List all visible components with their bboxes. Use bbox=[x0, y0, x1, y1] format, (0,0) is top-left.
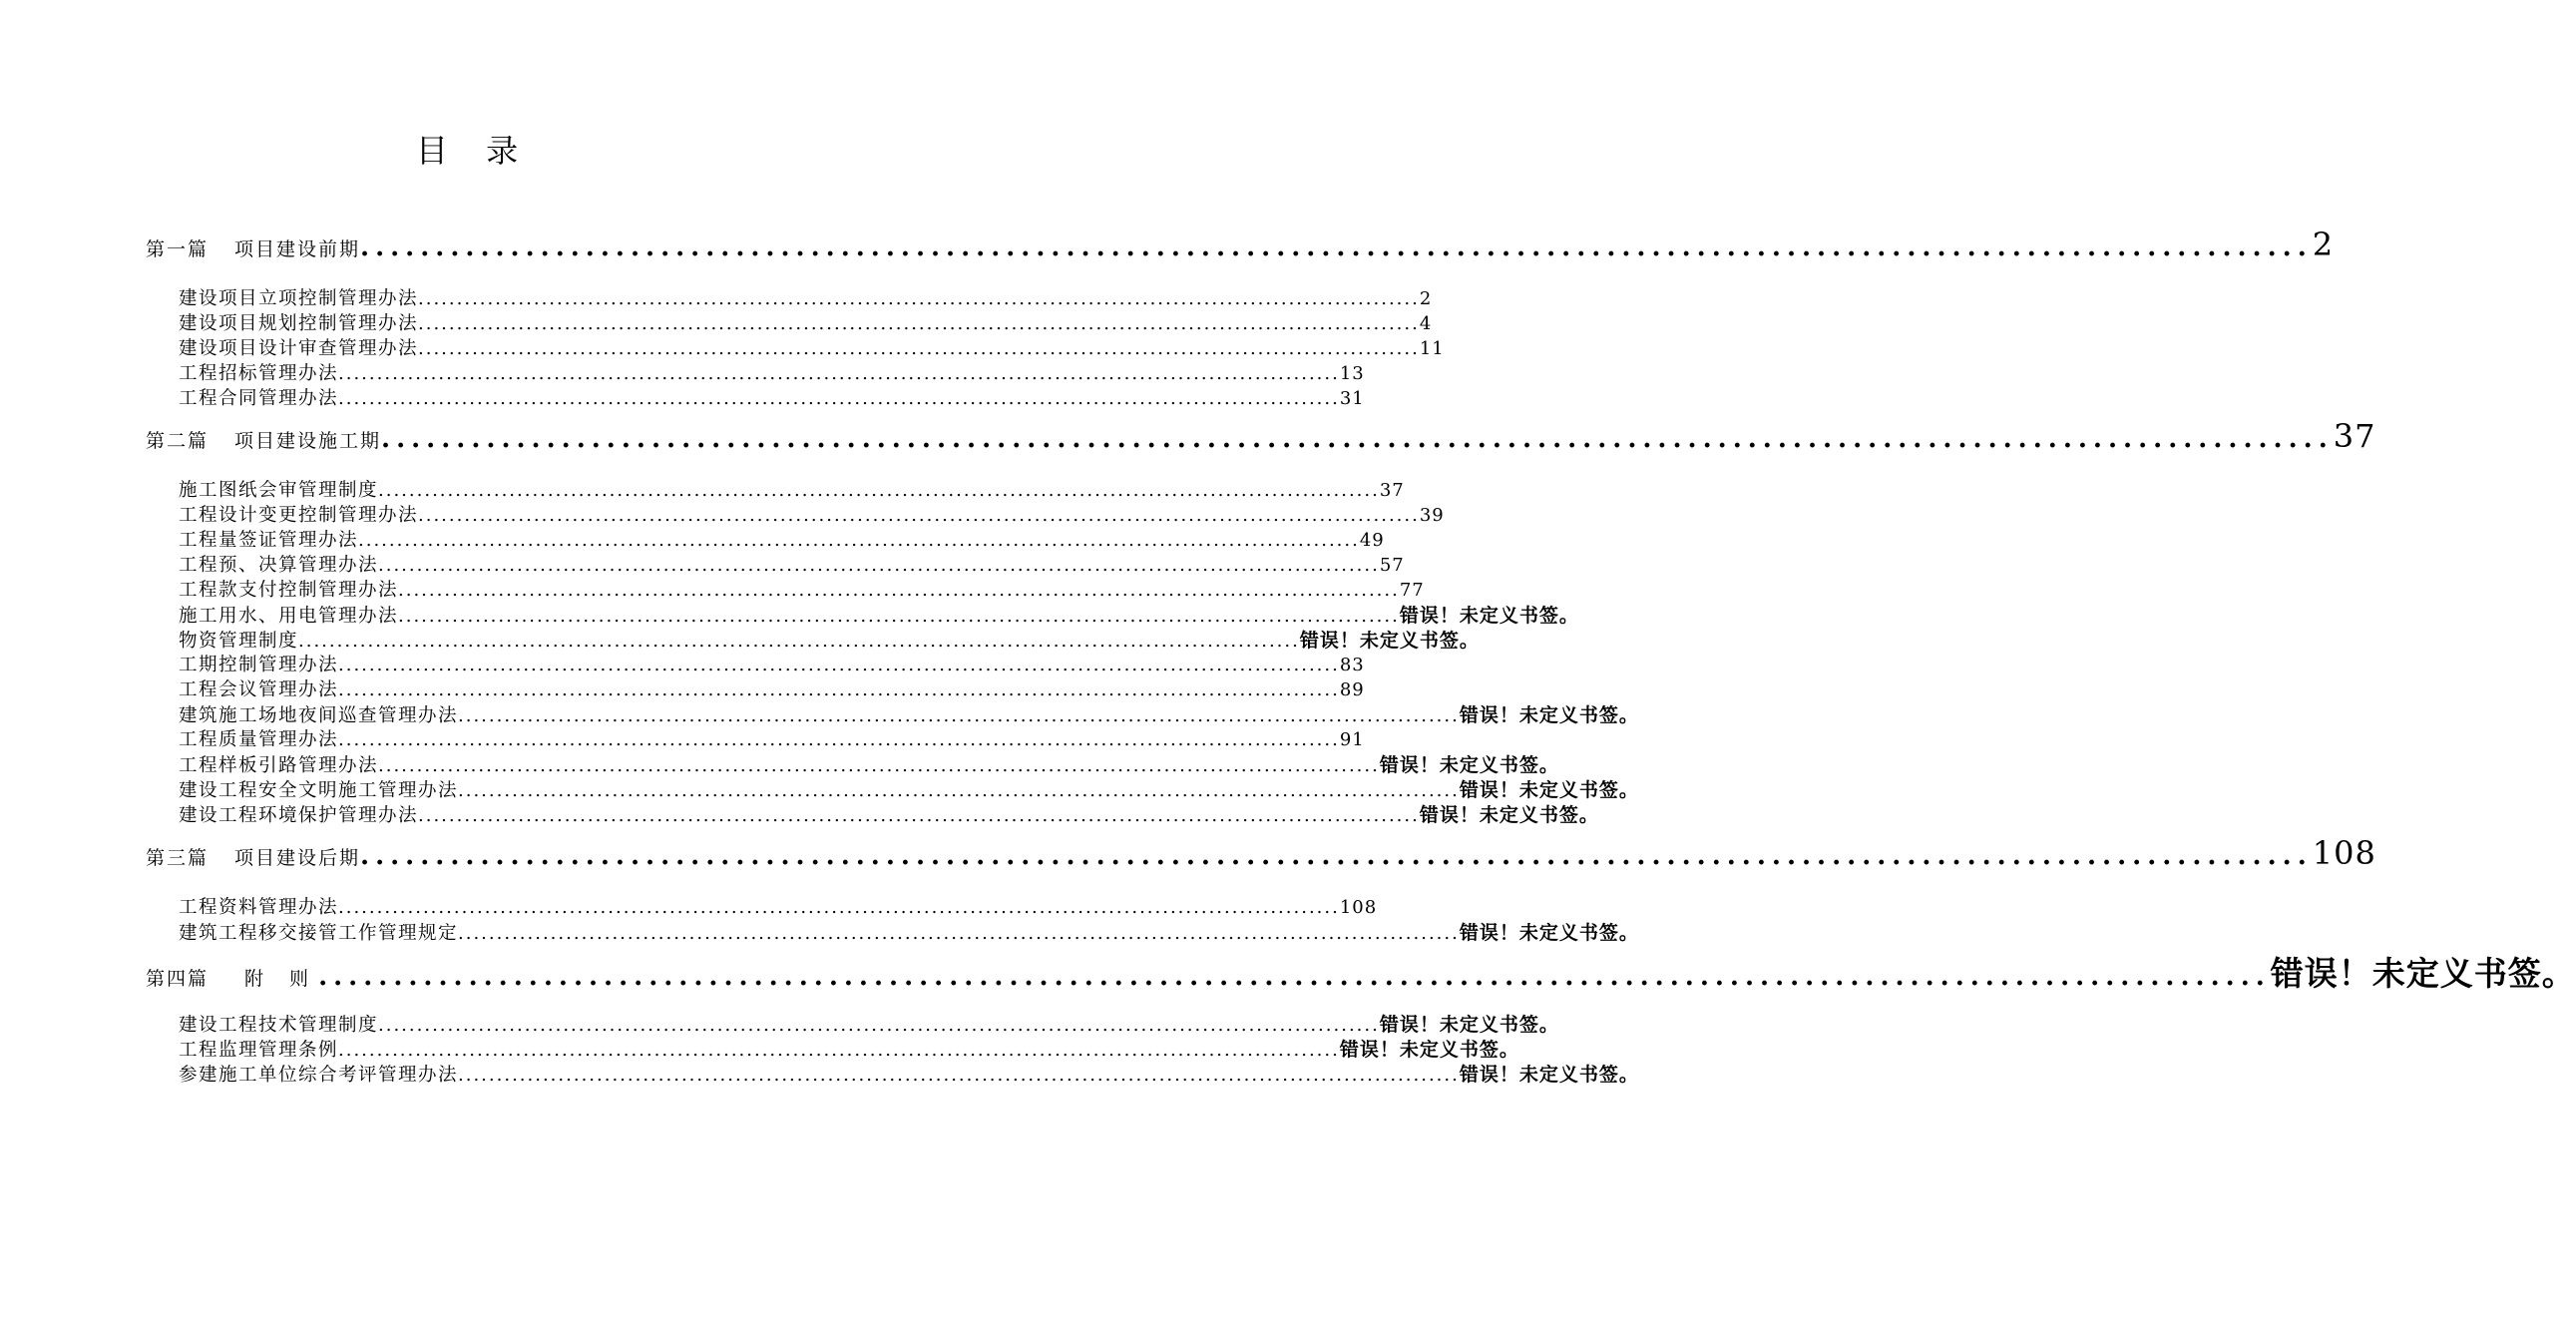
toc-entry-page-error: 错误！未定义书签。 bbox=[1399, 605, 1579, 627]
dot-leader: .................................................................................................................................. bbox=[398, 580, 1400, 601]
dot-leader: .................................................................................................................................. bbox=[338, 897, 1340, 918]
toc-entry[interactable] bbox=[179, 800, 1599, 827]
toc-entry-label: 参建施工单位综合考评管理办法 bbox=[179, 1065, 459, 1086]
dot-leader: .................................................................................................................................. bbox=[338, 363, 1340, 384]
toc-entry-label: 施工图纸会审管理制度 bbox=[179, 480, 379, 501]
toc-entry-page: 108 bbox=[1339, 897, 1378, 918]
dot-leader: .................................................................................................................................. bbox=[398, 606, 1400, 627]
part-1-page: 2 bbox=[2312, 225, 2335, 263]
dot-leader: .................................................................................................................................. bbox=[418, 805, 1420, 826]
toc-entry[interactable] bbox=[179, 551, 1405, 577]
toc-entry-label: 建设工程环境保护管理办法 bbox=[179, 805, 419, 826]
toc-entry-label: 施工用水、用电管理办法 bbox=[179, 606, 399, 627]
toc-part-1[interactable] bbox=[146, 225, 2335, 263]
toc-entry[interactable] bbox=[179, 1010, 1559, 1037]
dot-leader: .................................................................................................................................. bbox=[318, 962, 2271, 992]
toc-entry-label: 工程合同管理办法 bbox=[179, 388, 339, 409]
dot-leader: .................................................................................................................................. bbox=[381, 424, 2334, 454]
dot-leader: .................................................................................................................................. bbox=[418, 313, 1420, 334]
toc-entry-page: 57 bbox=[1379, 555, 1405, 576]
toc-entry-page: 4 bbox=[1419, 313, 1433, 334]
toc-entry-label: 建设工程技术管理制度 bbox=[179, 1015, 379, 1036]
toc-entry-label: 工程款支付控制管理办法 bbox=[179, 580, 399, 601]
toc-entry-page: 31 bbox=[1339, 388, 1365, 409]
toc-entry[interactable] bbox=[179, 750, 1559, 777]
toc-entry[interactable] bbox=[179, 384, 1365, 410]
dot-leader: .................................................................................................................................. bbox=[418, 338, 1420, 359]
part-3-page: 108 bbox=[2312, 834, 2376, 872]
dot-leader: .................................................................................................................................. bbox=[378, 1015, 1380, 1036]
toc-entry[interactable] bbox=[179, 1035, 1519, 1062]
dot-leader: .................................................................................................................................. bbox=[338, 679, 1340, 700]
toc-entry-page-error: 错误！未定义书签。 bbox=[1339, 1039, 1519, 1061]
part-2-page: 37 bbox=[2333, 417, 2376, 455]
dot-leader: .................................................................................................................................. bbox=[458, 705, 1460, 726]
toc-entry[interactable] bbox=[179, 1060, 1639, 1087]
toc-entry-page: 2 bbox=[1419, 288, 1433, 309]
dot-leader: .................................................................................................................................. bbox=[338, 1040, 1340, 1061]
toc-entry-label: 工程样板引路管理办法 bbox=[179, 755, 379, 776]
toc-entry[interactable] bbox=[179, 309, 1433, 335]
toc-entry-page: 37 bbox=[1379, 480, 1405, 501]
page-title: 目 录 bbox=[415, 132, 533, 170]
part-4-label: 第四篇 附 则 bbox=[146, 968, 319, 990]
toc-entry-label: 工期控制管理办法 bbox=[179, 655, 339, 675]
toc-entry-label: 工程监理管理条例 bbox=[179, 1040, 339, 1061]
toc-entry-label: 工程资料管理办法 bbox=[179, 897, 339, 918]
toc-entry[interactable] bbox=[179, 576, 1425, 602]
toc-entry-page: 91 bbox=[1339, 729, 1365, 750]
toc-entry[interactable] bbox=[179, 476, 1405, 502]
toc-entry-page-error: 错误！未定义书签。 bbox=[1459, 922, 1639, 944]
toc-entry-label: 建设项目立项控制管理办法 bbox=[179, 288, 419, 309]
toc-entry-label: 建设项目规划控制管理办法 bbox=[179, 313, 419, 334]
toc-entry-page: 39 bbox=[1419, 505, 1445, 526]
part-3-label: 第三篇 项目建设后期 bbox=[146, 847, 361, 869]
toc-entry-label: 物资管理制度 bbox=[179, 631, 299, 652]
toc-entry-page-error: 错误！未定义书签。 bbox=[1379, 1014, 1559, 1036]
toc-entry-page-error: 错误！未定义书签。 bbox=[1379, 754, 1559, 776]
toc-entry-label: 工程预、决算管理办法 bbox=[179, 555, 379, 576]
dot-leader: .................................................................................................................................. bbox=[458, 923, 1460, 944]
toc-entry[interactable] bbox=[179, 893, 1378, 919]
dot-leader: .................................................................................................................................. bbox=[378, 480, 1380, 501]
toc-entry-page-error: 错误！未定义书签。 bbox=[1459, 1064, 1639, 1086]
toc-entry[interactable] bbox=[179, 526, 1385, 552]
toc-entry-page: 11 bbox=[1419, 338, 1445, 359]
toc-part-3[interactable] bbox=[146, 834, 2376, 872]
dot-leader: .................................................................................................................................. bbox=[458, 1065, 1460, 1086]
toc-entry-label: 工程会议管理办法 bbox=[179, 679, 339, 700]
dot-leader: .................................................................................................................................. bbox=[358, 530, 1360, 551]
toc-entry-page: 13 bbox=[1339, 363, 1365, 384]
toc-entry-label: 工程设计变更控制管理办法 bbox=[179, 505, 419, 526]
toc-entry[interactable] bbox=[179, 334, 1445, 360]
toc-entry[interactable] bbox=[179, 918, 1639, 945]
toc-entry-page: 89 bbox=[1339, 679, 1365, 700]
toc-entry-label: 建设项目设计审查管理办法 bbox=[179, 338, 419, 359]
toc-entry-page-error: 错误！未定义书签。 bbox=[1459, 779, 1639, 801]
dot-leader: .................................................................................................................................. bbox=[298, 631, 1300, 652]
toc-entry-label: 建筑工程移交接管工作管理规定 bbox=[179, 923, 459, 944]
dot-leader: .................................................................................................................................. bbox=[360, 232, 2313, 262]
toc-entry-label: 建设工程安全文明施工管理办法 bbox=[179, 780, 459, 801]
toc-entry[interactable] bbox=[179, 501, 1445, 527]
dot-leader: .................................................................................................................................. bbox=[338, 388, 1340, 409]
toc-entry-page: 83 bbox=[1339, 655, 1365, 675]
toc-entry-page-error: 错误！未定义书签。 bbox=[1459, 704, 1639, 726]
part-1-label: 第一篇 项目建设前期 bbox=[146, 238, 361, 260]
toc-entry[interactable] bbox=[179, 725, 1365, 751]
toc-entry[interactable] bbox=[179, 700, 1639, 727]
toc-entry-page-error: 错误！未定义书签。 bbox=[1299, 630, 1480, 652]
toc-entry[interactable] bbox=[179, 284, 1433, 310]
dot-leader: .................................................................................................................................. bbox=[418, 505, 1420, 526]
toc-entry[interactable] bbox=[179, 775, 1639, 802]
toc-entry[interactable] bbox=[179, 359, 1365, 385]
toc-part-2[interactable] bbox=[146, 417, 2376, 455]
toc-entry-label: 工程量签证管理办法 bbox=[179, 530, 359, 551]
dot-leader: .................................................................................................................................. bbox=[418, 288, 1420, 309]
toc-part-4[interactable] bbox=[146, 948, 2576, 995]
dot-leader: .................................................................................................................................. bbox=[378, 555, 1380, 576]
toc-entry-label: 工程招标管理办法 bbox=[179, 363, 339, 384]
toc-entry[interactable] bbox=[179, 675, 1365, 701]
toc-entry-page: 77 bbox=[1399, 580, 1425, 601]
toc-entry-page: 49 bbox=[1359, 530, 1385, 551]
dot-leader: .................................................................................................................................. bbox=[458, 780, 1460, 801]
dot-leader: .................................................................................................................................. bbox=[338, 729, 1340, 750]
dot-leader: .................................................................................................................................. bbox=[338, 655, 1340, 675]
dot-leader: .................................................................................................................................. bbox=[378, 755, 1380, 776]
dot-leader: .................................................................................................................................. bbox=[360, 841, 2313, 871]
toc-entry-page-error: 错误！未定义书签。 bbox=[1419, 804, 1599, 826]
toc-entry-label: 工程质量管理办法 bbox=[179, 729, 339, 750]
toc-entry[interactable] bbox=[179, 651, 1365, 676]
toc-entry-label: 建筑施工场地夜间巡查管理办法 bbox=[179, 705, 459, 726]
toc-entry[interactable] bbox=[179, 601, 1579, 628]
part-4-page-error: 错误！未定义书签。 bbox=[2270, 954, 2576, 993]
toc-entry[interactable] bbox=[179, 626, 1480, 653]
part-2-label: 第二篇 项目建设施工期 bbox=[146, 430, 382, 452]
